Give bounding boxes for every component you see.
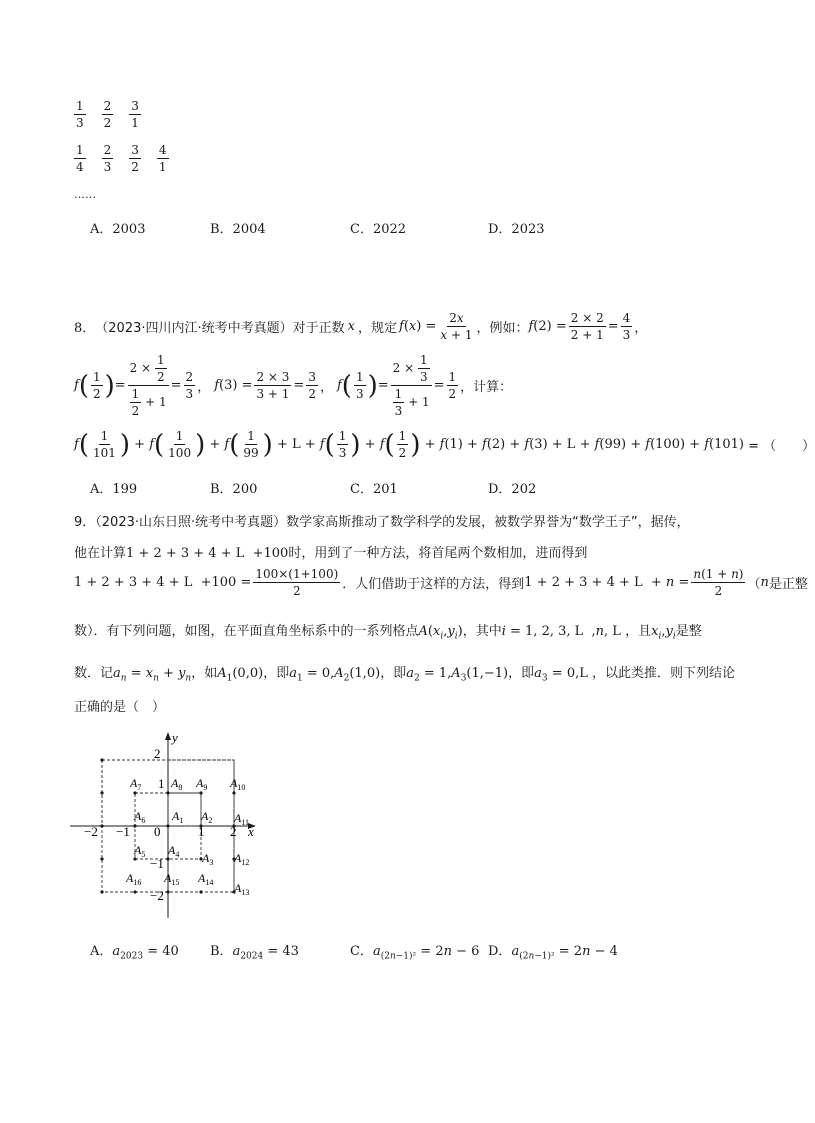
ellipsis: …… — [74, 188, 96, 201]
tick-x-1: 1 — [198, 824, 205, 839]
point-label-a1: $A_1$ — [172, 809, 184, 825]
point-label-a11: $A_{11}$ — [234, 811, 250, 827]
q9-number: 9． — [74, 515, 96, 530]
q8-var-x: x — [347, 319, 355, 334]
fraction-2-2: $\frac{2}{3}$ — [103, 143, 112, 174]
fraction-2-3: $\frac{3}{2}$ — [131, 143, 139, 174]
q8-option-a[interactable]: A．199 — [90, 482, 138, 497]
axis-label-y: y — [172, 730, 178, 745]
q7-option-d[interactable]: D．2023 — [488, 222, 545, 237]
fraction-2-1: $\frac{1}{4}$ — [76, 143, 84, 174]
tick-x-2: 2 — [230, 824, 237, 839]
q9-line-2: 他在计算1 + 2 + 3 + 4 + L +100时，用到了一种方法，将首尾两个数相加，进而得到 — [74, 546, 588, 561]
q9-line-4: 数）．有下列问题，如图，在平面直角坐标系中的一系列格点$A(x_i,y_i)$，其中i = 1, 2, 3, L ,n, L ，且$x_i,y_i$是整 — [74, 624, 702, 642]
q7-option-b[interactable]: B．2004 — [210, 222, 266, 237]
q8-rule: ，规定 — [358, 321, 398, 336]
q8-option-b[interactable]: B．200 — [210, 482, 258, 497]
q8-option-c[interactable]: C．201 — [350, 482, 398, 497]
fraction-1-3: $\frac{3}{1}$ — [131, 99, 139, 130]
q9-option-b[interactable]: B．$a_{2024} = 43$ — [210, 944, 299, 962]
y-axis-arrow — [165, 732, 171, 740]
q9-source: （2023·山东日照·统考中考真题） — [95, 515, 287, 530]
q8-source: （2023·四川内江·统考中考真题） — [95, 321, 293, 336]
point-label-a15: $A_{15}$ — [164, 871, 180, 887]
fraction-1-1: $\frac{1}{3}$ — [76, 99, 84, 130]
point-label-a14: $A_{14}$ — [198, 871, 214, 887]
q8-lead: 对于正数 — [292, 321, 345, 336]
tick-x-neg1: −1 — [116, 824, 130, 839]
point-label-a4: $A_4$ — [168, 843, 180, 859]
q8-line-1: 8． （2023·四川内江·统考中考真题） 对于正数 x ，规定 f ( x ) = $\frac{2x}{x + 1}$ ，例如： f (2) = $\frac{2 \times 2}{2 + 1}$ = $\frac{4}{3}$ ， — [74, 311, 648, 342]
point-label-a13: $A_{13}$ — [234, 881, 250, 897]
point-label-a16: $A_{16}$ — [126, 871, 142, 887]
q8-line-2: f ( $\frac{1}{2}$ ) = 2 × $\frac{1}{2}$ $\frac{1}{2}$ + 1 = $\frac{2}{3}$ ， f (3) = $\frac{2 \times 3}{3 + 1}$ = $\frac{3}{2}$ ， f ( $\frac{1}{3}$ ) = 2 × $\frac{1}{3}$ $\frac{1}{3}$ + 1 = $\frac{1}{2}$ ，计算： — [74, 353, 513, 418]
fraction-row-2 — [74, 144, 169, 173]
tick-x-neg2: −2 — [84, 824, 98, 839]
point-label-a2: $A_2$ — [201, 809, 213, 825]
q8-compute: ，计算： — [460, 380, 513, 395]
point-label-a10: $A_{10}$ — [230, 776, 246, 792]
point-label-a7: $A_7$ — [130, 776, 142, 792]
q8-option-d[interactable]: D．202 — [488, 482, 537, 497]
axis-label-x: x — [248, 824, 254, 839]
fraction-2-4: $\frac{4}{1}$ — [158, 143, 167, 174]
q7-option-a[interactable]: A．2003 — [90, 222, 146, 237]
point-label-a9: $A_9$ — [196, 776, 208, 792]
point-label-a12: $A_{12}$ — [234, 851, 250, 867]
q8-sum-expression: f ( $\frac{1}{101}$ ) + f ( $\frac{1}{100}$ ) + f ( $\frac{1}{99}$ ) + L + f ( $\frac{1}{3}$ ) + f ( $\frac{1}{2}$ ) + f (1) + f (2) + f (3) + L + f (99) + f (100) + f (101) = （ ） — [74, 429, 815, 460]
q9-line-1: 9．（2023·山东日照·统考中考真题）数学家高斯推动了数学科学的发展，被数学界誉为“数学王子”，据传， — [74, 515, 690, 530]
point-label-a3: $A_3$ — [202, 851, 214, 867]
q9-option-d[interactable]: D．$a_{(2n-1)^2} = 2n - 4$ — [488, 944, 618, 962]
tick-y-2: 2 — [154, 746, 161, 761]
tick-y-neg2: −2 — [150, 888, 164, 903]
q9-line-6: 正确的是（ ） — [74, 700, 166, 715]
q9-line-3: 1 + 2 + 3 + 4 + L +100 = $\frac{100\times(1+100)}{2}$ ．人们借助于这样的方法，得到 1 + 2 + 3 + 4 + L + n = $\frac{n(1 + n)}{2}$ （ n 是正整 — [74, 567, 808, 598]
q8-example: ，例如： — [476, 321, 529, 336]
point-label-a8: $A_8$ — [171, 776, 183, 792]
tick-y-1: 1 — [158, 776, 165, 791]
q9-option-c[interactable]: C．$a_{(2n-1)^2} = 2n - 6$ — [350, 944, 480, 962]
coordinate-grid-diagram — [68, 728, 268, 918]
q8-number: 8． — [74, 321, 96, 336]
q9-line-5: 数．记$a_n = x_n + y_n$，如$A_1(0,0)$，即$a_1 = 0,A_2(1,0)$，即$a_2 = 1,A_3(1,-1)$，即$a_3 = 0,L$ ，以此类推．则下列结论 — [74, 666, 735, 684]
fraction-1-2: $\frac{2}{2}$ — [103, 99, 112, 130]
q7-option-c[interactable]: C．2022 — [350, 222, 407, 237]
fraction-row-1 — [74, 100, 141, 129]
point-label-a5: $A_5$ — [134, 843, 146, 859]
tick-x-0: 0 — [154, 824, 161, 839]
q9-option-a[interactable]: A．$a_{2023} = 40$ — [90, 944, 179, 962]
point-label-a6: $A_6$ — [134, 809, 146, 825]
q8-sum-tail: = （ ） — [748, 439, 815, 454]
tick-y-neg1: −1 — [150, 856, 164, 871]
